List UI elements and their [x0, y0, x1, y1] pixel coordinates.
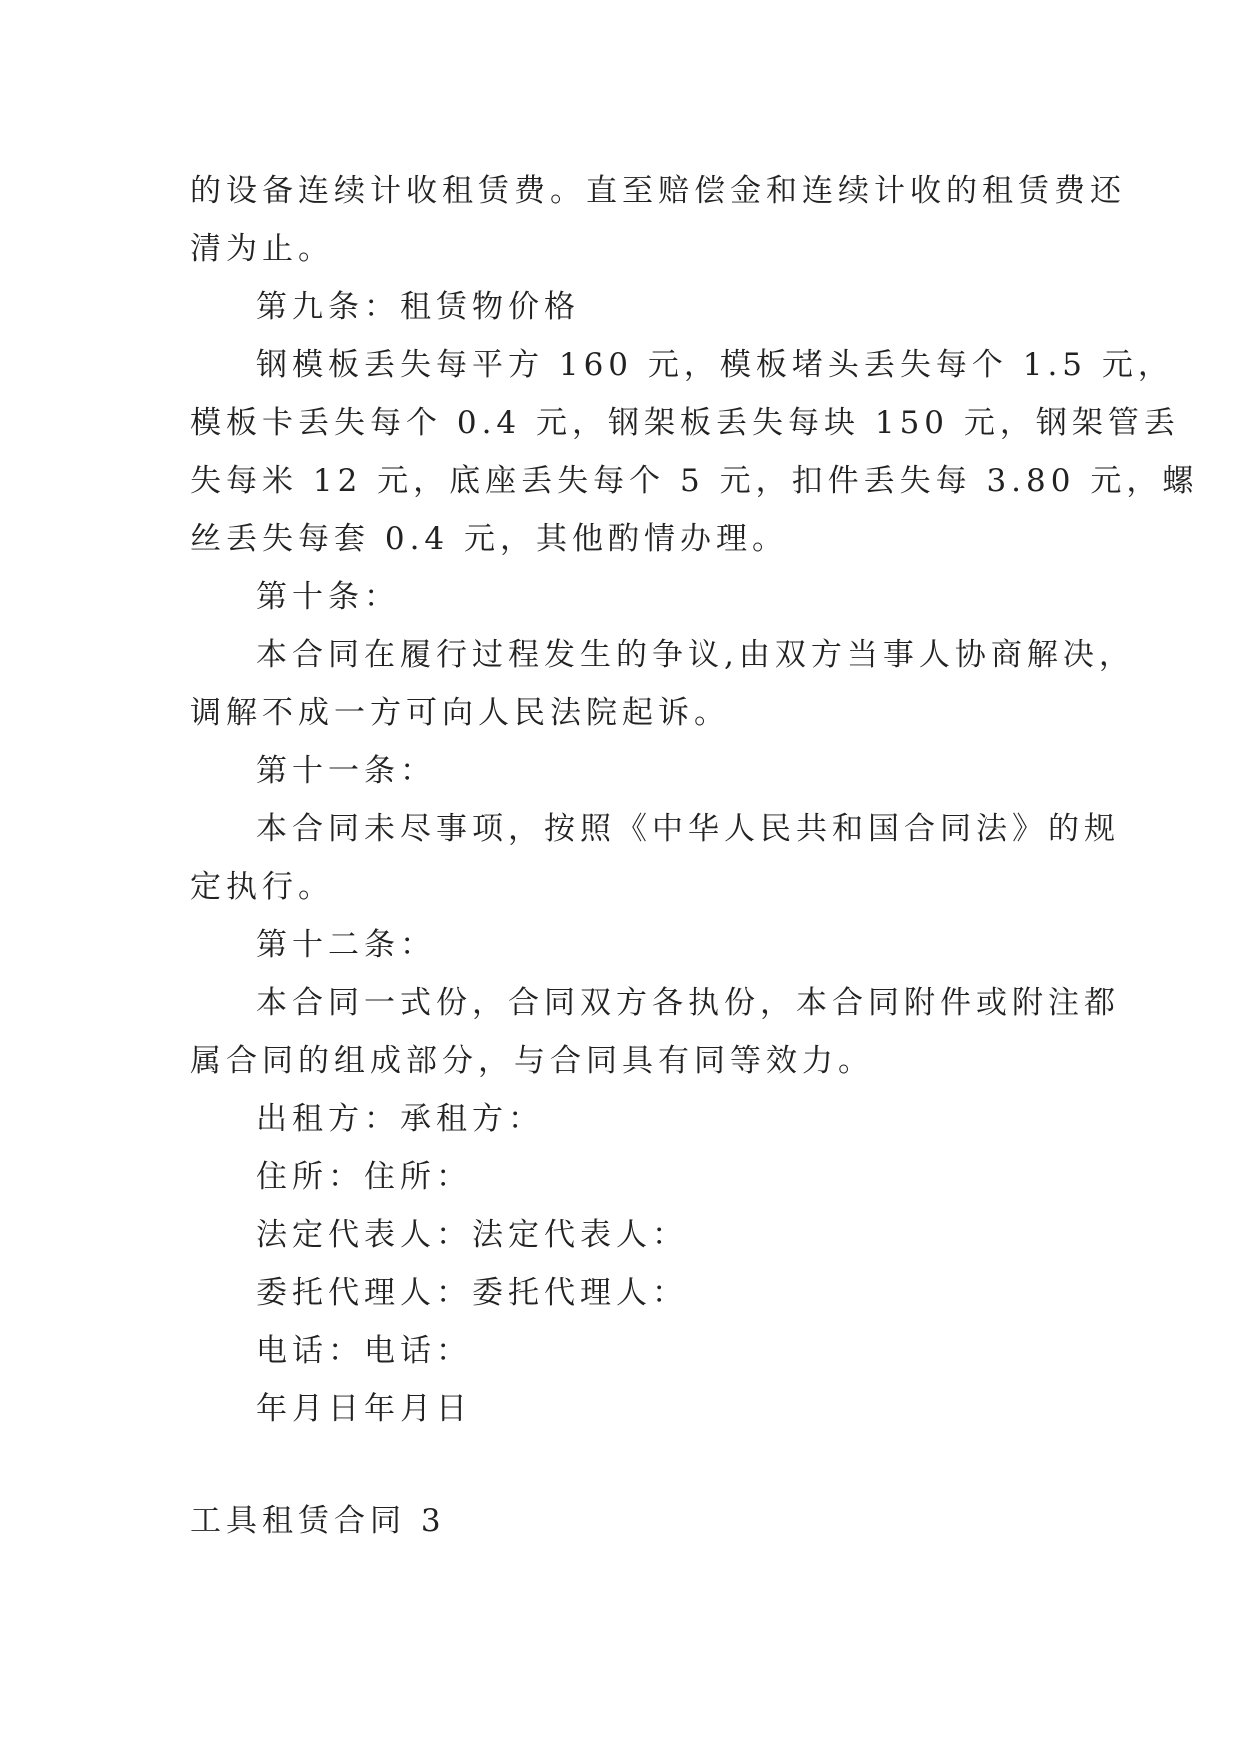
- article-heading: 第十条：: [256, 579, 400, 615]
- paragraph-line: 本合同未尽事项，按照《中华人民共和国合同法》的规: [256, 811, 1120, 847]
- next-section-title: 工具租赁合同 3: [190, 1503, 446, 1539]
- paragraph-line: 本合同在履行过程发生的争议,由双方当事人协商解决，: [256, 637, 1135, 673]
- paragraph-line: 定执行。: [190, 869, 334, 905]
- paragraph-line: 本合同一式份，合同双方各执份，本合同附件或附注都: [256, 985, 1120, 1021]
- article-heading: 第九条：租赁物价格: [256, 289, 580, 325]
- article-heading: 第十二条：: [256, 927, 436, 963]
- signature-representative-line: 法定代表人：法定代表人：: [256, 1217, 688, 1253]
- article-heading: 第十一条：: [256, 753, 436, 789]
- paragraph-line: 清为止。: [190, 231, 334, 267]
- signature-party-line: 出租方：承租方：: [256, 1101, 544, 1137]
- paragraph-line: 丝丢失每套 0.4 元，其他酌情办理。: [190, 521, 789, 557]
- paragraph-line: 失每米 12 元，底座丢失每个 5 元，扣件丢失每 3.80 元，螺: [190, 463, 1199, 499]
- signature-phone-line: 电话：电话：: [256, 1333, 472, 1369]
- signature-agent-line: 委托代理人：委托代理人：: [256, 1275, 688, 1311]
- paragraph-line: 的设备连续计收租赁费。直至赔偿金和连续计收的租赁费还: [190, 173, 1126, 209]
- paragraph-line: 调解不成一方可向人民法院起诉。: [190, 695, 730, 731]
- paragraph-line: 模板卡丢失每个 0.4 元，钢架板丢失每块 150 元，钢架管丢: [190, 405, 1180, 441]
- signature-date-line: 年月日年月日: [256, 1391, 472, 1427]
- signature-address-line: 住所：住所：: [256, 1159, 472, 1195]
- paragraph-line: 属合同的组成部分，与合同具有同等效力。: [190, 1043, 874, 1079]
- document-body: [190, 162, 1199, 1438]
- paragraph-line: 钢模板丢失每平方 160 元，模板堵头丢失每个 1.5 元，: [256, 347, 1174, 383]
